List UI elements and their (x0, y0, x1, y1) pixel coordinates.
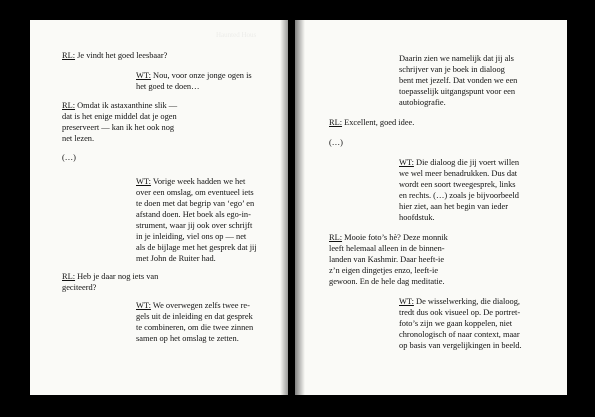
line-text: chronologisch of naar context, maar (399, 330, 520, 339)
text-line (136, 311, 286, 322)
speaker-label: WT: (136, 71, 151, 80)
speaker-label: RL: (62, 51, 76, 60)
text-line (62, 50, 282, 61)
line-text: in je inleiding, viel ons op — net (136, 232, 247, 241)
speaker-label: RL: (62, 272, 76, 281)
text-line (136, 231, 286, 242)
line-text: te combineren, om die twee zinnen (136, 323, 254, 332)
speaker-label: WT: (136, 177, 151, 186)
text-line (329, 254, 549, 265)
text-line (62, 133, 282, 144)
text-line (399, 340, 559, 351)
text-line (329, 137, 549, 148)
text-line (62, 111, 282, 122)
speaker-label: WT: (136, 301, 151, 310)
text-line (399, 307, 559, 318)
speaker-label: RL: (329, 118, 343, 127)
line-text: op basis van vergelijkingen in beeld. (399, 341, 522, 350)
line-text: geciteerd? (62, 283, 97, 292)
line-text: te doen met dat begrip van ‘ego’ en (136, 199, 255, 208)
dialogue-block (399, 53, 559, 108)
line-text: schrijver van je boek in dialoog (399, 65, 505, 74)
line-text: gels uit de inleiding en dat gesprek (136, 312, 253, 321)
line-text: strument, waar jij ook over schrijft (136, 221, 253, 230)
line-text: als de bijlage met het gesprek dat jij (136, 243, 257, 252)
running-head: Haunted Hous (216, 31, 257, 39)
text-line (399, 329, 559, 340)
text-line (136, 242, 286, 253)
line-text: tredt dus ook visueel op. De portret- (399, 308, 521, 317)
text-line (399, 86, 559, 97)
text-line (62, 152, 282, 163)
text-line (399, 157, 559, 168)
dialogue-block (329, 137, 549, 148)
text-line (62, 122, 282, 133)
line-text: Mooie foto’s hè? Deze monnik (344, 233, 448, 242)
speaker-label: RL: (62, 101, 76, 110)
line-text: We overwegen zelfs twee re- (152, 301, 250, 310)
line-text: we wel meer benadrukken. Dus dat (399, 169, 518, 178)
line-text: samen op het omslag te zetten. (136, 334, 239, 343)
text-line (329, 232, 549, 243)
dialogue-block (62, 152, 282, 163)
line-text: leeft helemaal alleen in de binnen- (329, 244, 445, 253)
line-text: (…) (329, 138, 343, 147)
dialogue-block (62, 50, 282, 61)
dialogue-block (136, 70, 286, 92)
speaker-label: WT: (399, 297, 414, 306)
line-text: Omdat ik astaxanthine slik — (77, 101, 178, 110)
text-line (136, 300, 286, 311)
line-text: over een omslag, om eventueel iets (136, 188, 254, 197)
line-text: foto’s zijn we gaan koppelen, niet (399, 319, 513, 328)
text-line (329, 265, 549, 276)
line-text: en rechts. (…) zoals je bijvoorbeeld (399, 191, 519, 200)
right-page (295, 20, 567, 395)
dialogue-block (329, 232, 549, 287)
dialogue-block (62, 100, 282, 144)
text-line (399, 75, 559, 86)
line-text: Excellent, goed idee. (344, 118, 415, 127)
line-text: Daarin zien we namelijk dat jij als (399, 54, 514, 63)
line-text: toepasselijk uitgangspunt voor een (399, 87, 516, 96)
dialogue-block (329, 117, 549, 128)
text-line (399, 296, 559, 307)
text-line (136, 81, 286, 92)
line-text: Heb je daar nog iets van (77, 272, 159, 281)
text-line (136, 198, 286, 209)
line-text: preserveert — kan ik het ook nog (62, 123, 175, 132)
speaker-label: RL: (329, 233, 343, 242)
text-line (136, 253, 286, 264)
text-line (136, 187, 286, 198)
text-line (62, 282, 282, 293)
line-text: net lezen. (62, 134, 95, 143)
text-line (136, 333, 286, 344)
text-line (136, 209, 286, 220)
text-line (399, 97, 559, 108)
line-text: landen van Kashmir. Daar heeft-ie (329, 255, 445, 264)
dialogue-block (136, 300, 286, 344)
line-text: hier ziet, aan het begin van ieder (399, 202, 509, 211)
line-text: dat is het enige middel dat je ogen (62, 112, 177, 121)
text-line (399, 53, 559, 64)
dialogue-block (62, 271, 282, 293)
text-line (399, 318, 559, 329)
line-text: wordt een soort tweegesprek, links (399, 180, 516, 189)
line-text: het goed te doen… (136, 82, 200, 91)
line-text: Nou, voor onze jonge ogen is (153, 71, 252, 80)
text-line (136, 220, 286, 231)
line-text: Die dialoog die jij voert willen (416, 158, 520, 167)
line-text: Je vindt het goed leesbaar? (77, 51, 168, 60)
text-line (399, 179, 559, 190)
dialogue-block (399, 157, 559, 223)
text-line (399, 190, 559, 201)
text-line (62, 100, 282, 111)
line-text: afstand doen. Het boek als ego-in- (136, 210, 251, 219)
left-page (30, 20, 288, 395)
line-text: met John de Ruiter had. (136, 254, 216, 263)
line-text: (…) (62, 153, 76, 162)
text-line (136, 176, 286, 187)
text-line (329, 243, 549, 254)
text-line (399, 212, 559, 223)
text-line (399, 64, 559, 75)
text-line (399, 201, 559, 212)
text-line (136, 70, 286, 81)
text-line (329, 117, 549, 128)
line-text: Vorige week hadden we het (152, 177, 246, 186)
text-line (329, 276, 549, 287)
line-text: z’n eigen dingetjes enzo, leeft-ie (329, 266, 439, 275)
text-line (136, 322, 286, 333)
line-text: bent met jezelf. Dat vonden we een (399, 76, 518, 85)
line-text: hoofdstuk. (399, 213, 435, 222)
dialogue-block (399, 296, 559, 351)
line-text: autobiografie. (399, 98, 446, 107)
speaker-label: WT: (399, 158, 414, 167)
text-line (399, 168, 559, 179)
text-line (62, 271, 282, 282)
book-gutter (280, 20, 305, 395)
line-text: gewoon. En de hele dag meditatie. (329, 277, 445, 286)
line-text: De wisselwerking, die dialoog, (416, 297, 520, 306)
dialogue-block (136, 176, 286, 264)
